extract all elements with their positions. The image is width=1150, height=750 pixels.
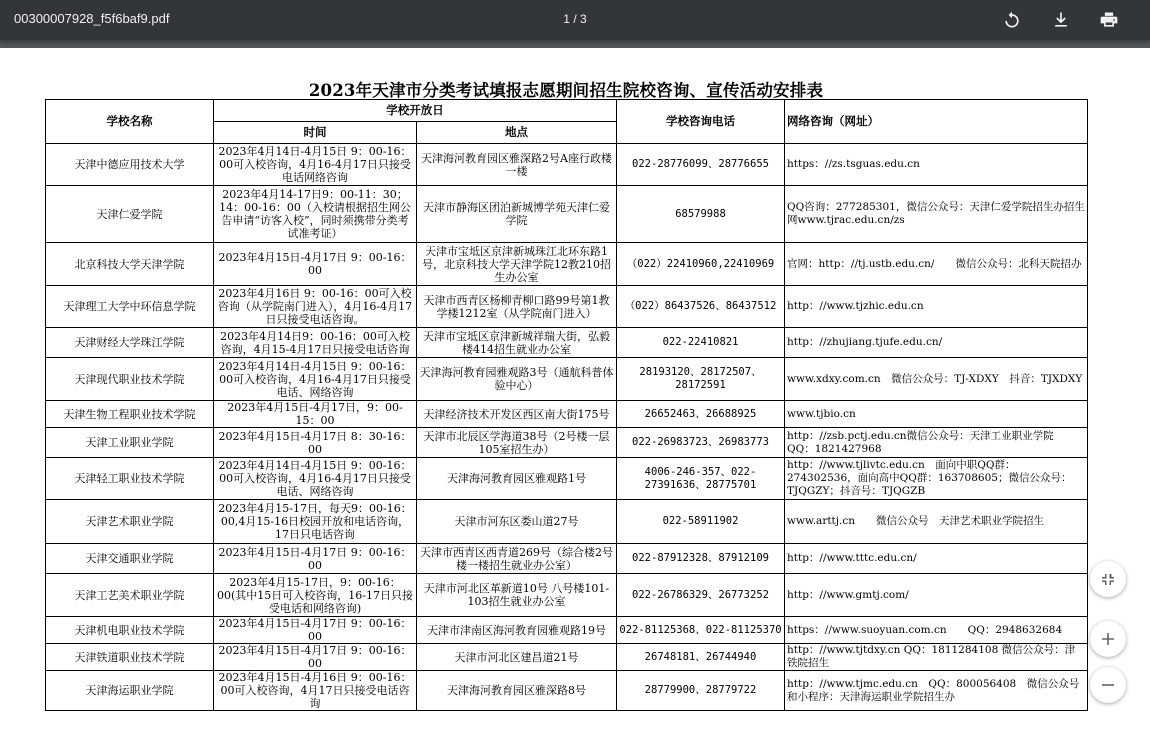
web-consult-cell: www.arttj.cn 微信公众号 天津艺术职业学院招生 — [785, 500, 1088, 544]
toolbar-shadow-bar — [0, 40, 1150, 48]
phone-cell: （022）86437526、86437512 — [617, 286, 785, 328]
table-row — [46, 428, 1088, 458]
table-row — [46, 186, 1088, 243]
table-row — [46, 671, 1088, 711]
web-consult-cell: http：//www.gmtj.com/ — [785, 574, 1088, 617]
school-name-cell: 天津仁爱学院 — [46, 186, 214, 243]
header-phone: 学校咨询电话 — [617, 100, 785, 144]
phone-cell: 26748181、26744940 — [617, 644, 785, 671]
open-time-cell: 2023年4月15-17日，每天9：00-16：00,4月15-16日校园开放和电话咨询，17日只电话咨询 — [214, 500, 417, 544]
open-time-cell: 2023年4月15日-4月17日 9：00-16：00 — [214, 243, 417, 286]
web-consult-cell: http：//www.tjzhic.edu.cn — [785, 286, 1088, 328]
open-time-cell: 2023年4月15日-4月16日 9：00-16：00可入校咨询，4月17日只接受电话咨询 — [214, 671, 417, 711]
open-time-cell: 2023年4月14日-4月15日 9：00-16：00可入校咨询，4月16-4月17日只接受电话网络咨询 — [214, 144, 417, 186]
web-consult-cell: http：//www.tjlivtc.edu.cn 面向中职QQ群：274302536，面向高中QQ群：163708605；微信公众号：TJQGZY；抖音号：TJQGZB — [785, 458, 1088, 500]
header-school-name: 学校名称 — [46, 100, 214, 144]
school-name-cell: 天津生物工程职业技术学院 — [46, 401, 214, 428]
school-name-cell: 天津现代职业技术学院 — [46, 358, 214, 401]
phone-cell: 28193120、28172507、28172591 — [617, 358, 785, 401]
location-cell: 天津海河教育园区雅深路8号 — [417, 671, 617, 711]
school-name-cell: 天津交通职业学院 — [46, 544, 214, 574]
location-cell: 天津市宝坻区京津新城珠江北环东路1号，北京科技大学天津学院12教210招生办公室 — [417, 243, 617, 286]
school-name-cell: 天津理工大学中环信息学院 — [46, 286, 214, 328]
table-row — [46, 617, 1088, 644]
phone-cell: 28779900、28779722 — [617, 671, 785, 711]
location-cell: 天津市河北区建昌道21号 — [417, 644, 617, 671]
document-filename: 00300007928_f5f6baf9.pdf — [14, 11, 170, 26]
location-cell: 天津市河北区革新道10号 八号楼101-103招生就业办公室 — [417, 574, 617, 617]
web-consult-cell: https：//zs.tsguas.edu.cn — [785, 144, 1088, 186]
open-time-cell: 2023年4月15日-4月17日 9：00-16：00 — [214, 644, 417, 671]
web-consult-cell: http：//www.tttc.edu.cn/ — [785, 544, 1088, 574]
zoom-out-button[interactable] — [1090, 667, 1126, 703]
location-cell: 天津海河教育园区雅观路1号 — [417, 458, 617, 500]
table-row — [46, 358, 1088, 401]
phone-cell: 022-58911902 — [617, 500, 785, 544]
open-time-cell: 2023年4月14日-4月15日 9：00-16：00可入校咨询，4月16-4月17日只接受电话、网络咨询 — [214, 458, 417, 500]
phone-cell: 022-26983723、26983773 — [617, 428, 785, 458]
page-indicator — [540, 12, 610, 26]
school-name-cell: 天津轻工职业技术学院 — [46, 458, 214, 500]
zoom-in-button[interactable] — [1090, 621, 1126, 657]
open-time-cell: 2023年4月15日-4月17日 9：00-16：00 — [214, 617, 417, 644]
school-name-cell: 天津机电职业技术学院 — [46, 617, 214, 644]
header-web: 网络咨询（网址） — [785, 100, 1088, 144]
web-consult-cell: www.xdxy.com.cn 微信公众号：TJ-XDXY 抖音：TJXDXY — [785, 358, 1088, 401]
print-icon — [1099, 10, 1119, 30]
table-row — [46, 644, 1088, 671]
table-row — [46, 328, 1088, 358]
web-consult-cell: 官网：http：//tj.ustb.edu.cn/ 微信公众号：北科天院招办 — [785, 243, 1088, 286]
location-cell: 天津市宝坻区京津新城祥瑞大街，弘毅楼414招生就业办公室 — [417, 328, 617, 358]
phone-cell: 26652463、26688925 — [617, 401, 785, 428]
open-time-cell: 2023年4月15日-4月17日 9：00-16：00 — [214, 544, 417, 574]
rotate-button[interactable] — [996, 4, 1028, 36]
zoom-out-icon — [1100, 677, 1116, 693]
web-consult-cell: www.tjbio.cn — [785, 401, 1088, 428]
phone-cell: 022-22410821 — [617, 328, 785, 358]
location-cell: 天津海河教育园区雅深路2号A座行政楼一楼 — [417, 144, 617, 186]
zoom-in-icon — [1100, 631, 1116, 647]
phone-cell: 022-26786329、26773252 — [617, 574, 785, 617]
pdf-toolbar — [0, 0, 1150, 40]
web-consult-cell: http：//www.tjmc.edu.cn QQ：800056408 微信公众号和小程序：天津海运职业学院招生办 — [785, 671, 1088, 711]
open-time-cell: 2023年4月14日-4月15日 9：00-16：00可入校咨询，4月16-4月17日只接受电话、网络咨询 — [214, 358, 417, 401]
web-consult-cell: QQ咨询：277285301，微信公众号：天津仁爱学院招生办招生网www.tjrac.edu.cn/zs — [785, 186, 1088, 243]
table-row — [46, 401, 1088, 428]
table-row — [46, 500, 1088, 544]
school-name-cell: 天津工业职业学院 — [46, 428, 214, 458]
school-name-cell: 天津艺术职业学院 — [46, 500, 214, 544]
phone-cell: 022-81125368、022-81125370 — [617, 617, 785, 644]
school-name-cell: 北京科技大学天津学院 — [46, 243, 214, 286]
table-row — [46, 458, 1088, 500]
school-name-cell: 天津海运职业学院 — [46, 671, 214, 711]
location-cell: 天津市静海区团泊新城博学苑天津仁爱学院 — [417, 186, 617, 243]
school-name-cell: 天津财经大学珠江学院 — [46, 328, 214, 358]
school-name-cell: 天津铁道职业技术学院 — [46, 644, 214, 671]
phone-cell: 68579988 — [617, 186, 785, 243]
open-time-cell: 2023年4月15日-4月17日，9：00-15：00 — [214, 401, 417, 428]
phone-cell: （022）22410960,22410969 — [617, 243, 785, 286]
table-row — [46, 144, 1088, 186]
header-place: 地点 — [417, 122, 617, 144]
header-time: 时间 — [214, 122, 417, 144]
current-page[interactable]: 1 — [563, 12, 570, 26]
location-cell: 天津市津南区海河教育园雅观路19号 — [417, 617, 617, 644]
rotate-icon — [1002, 10, 1022, 30]
fit-page-icon — [1100, 571, 1116, 587]
print-button[interactable] — [1093, 4, 1125, 36]
web-consult-cell: https：//www.suoyuan.com.cn QQ：2948632684 — [785, 617, 1088, 644]
location-cell: 天津市河东区娄山道27号 — [417, 500, 617, 544]
open-time-cell: 2023年4月16日 9：00-16：00可入校咨询（从学院南门进入），4月16-4月17日只接受电话咨询。 — [214, 286, 417, 328]
header-open-day: 学校开放日 — [214, 100, 617, 122]
location-cell: 天津经济技术开发区西区南大街175号 — [417, 401, 617, 428]
schedule-table — [45, 99, 1088, 711]
total-pages: 3 — [580, 12, 587, 26]
document-title: 2023年天津市分类考试填报志愿期间招生院校咨询、宣传活动安排表 — [308, 81, 824, 100]
school-name-cell: 天津工艺美术职业学院 — [46, 574, 214, 617]
phone-cell: 4006-246-357、022-27391636、28775701 — [617, 458, 785, 500]
open-time-cell: 2023年4月15-17日，9：00-16：00(其中15日可入校咨询，16-17日只接受电话和网络咨询) — [214, 574, 417, 617]
phone-cell: 022-28776099、28776655 — [617, 144, 785, 186]
download-icon — [1051, 10, 1071, 30]
web-consult-cell: http：//www.tjtdxy.cn QQ：1811284108 微信公众号：津铁院招生 — [785, 644, 1088, 671]
open-time-cell: 2023年4月14-17日9：00-11：30；14：00-16：00（入校请根据招生网公告申请“访客入校”，同时须携带分类考试准考证） — [214, 186, 417, 243]
school-name-cell: 天津中德应用技术大学 — [46, 144, 214, 186]
location-cell: 天津市西青区杨柳青柳口路99号第1教学楼1212室（从学院南门进入） — [417, 286, 617, 328]
location-cell: 天津海河教育园雅观路3号（通航科普体验中心） — [417, 358, 617, 401]
web-consult-cell: http：//zsb.pctj.edu.cn微信公众号：天津工业职业学院 QQ：1821427968 — [785, 428, 1088, 458]
download-button[interactable] — [1045, 4, 1077, 36]
location-cell: 天津市西青区西青道269号（综合楼2号楼一楼招生就业办公室） — [417, 544, 617, 574]
table-row — [46, 574, 1088, 617]
open-time-cell: 2023年4月15日-4月17日 8：30-16：00 — [214, 428, 417, 458]
schedule-table-body — [46, 144, 1088, 711]
table-row — [46, 286, 1088, 328]
table-row — [46, 243, 1088, 286]
web-consult-cell: http：//zhujiang.tjufe.edu.cn/ — [785, 328, 1088, 358]
fit-page-button[interactable] — [1090, 561, 1126, 597]
open-time-cell: 2023年4月14日9：00-16：00可入校咨询，4月15-4月17日只接受电话咨询 — [214, 328, 417, 358]
page-separator: / — [573, 12, 577, 26]
phone-cell: 022-87912328、87912109 — [617, 544, 785, 574]
table-row — [46, 544, 1088, 574]
location-cell: 天津市北辰区学海道38号（2号楼一层105室招生办） — [417, 428, 617, 458]
